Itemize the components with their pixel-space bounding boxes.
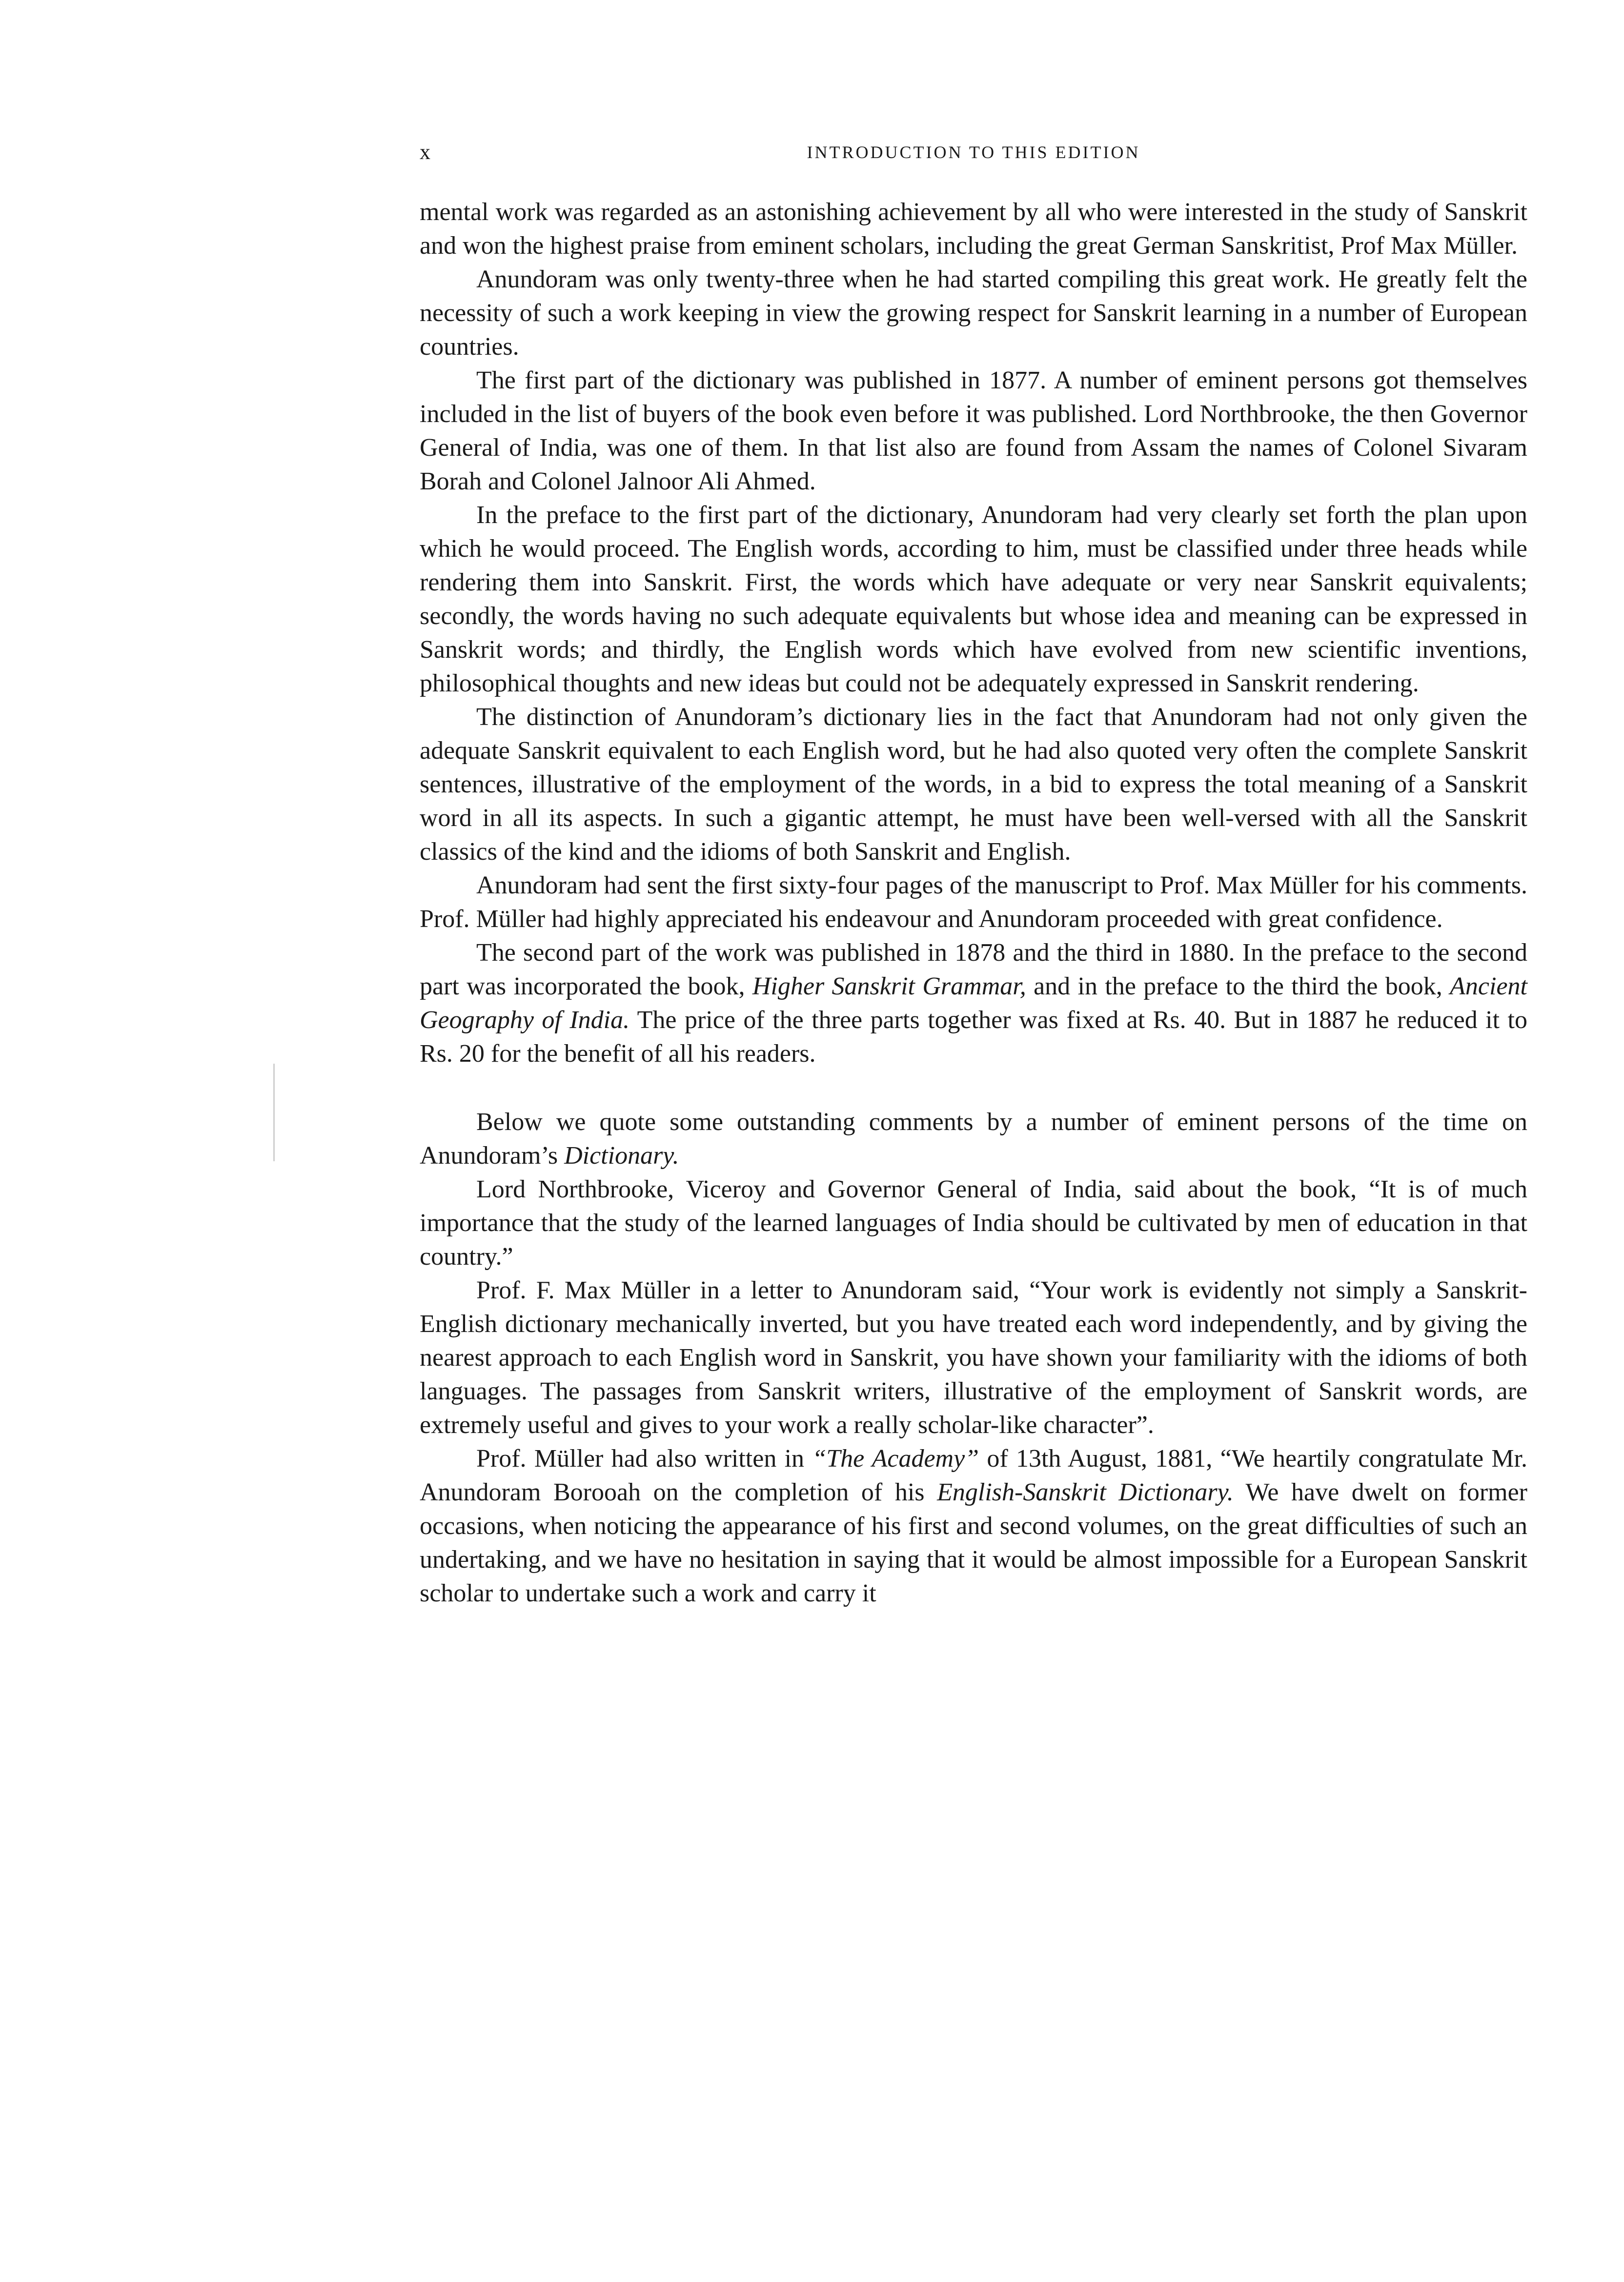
- book-title-higher-sanskrit-grammar: Higher Sanskrit Grammar,: [752, 972, 1026, 1000]
- book-title-dictionary: Dictionary.: [564, 1142, 679, 1170]
- paragraph-2: Anundoram was only twenty-three when he had started compiling this great work. He greatly felt the necessity of such a work keeping in view the growing respect for Sanskrit learning in a number of European countries.: [420, 265, 1527, 361]
- paragraph-11-text-a: Prof. Müller had also written in: [476, 1445, 812, 1473]
- journal-title-the-academy: “The Academy”: [812, 1445, 979, 1473]
- running-head: [420, 138, 1527, 167]
- paragraph-11-text-b: of 13th August, 1881, “We heartily congratulate Mr. Anundoram Borooah on the completion of his: [420, 1445, 1528, 1506]
- paragraph-1: mental work was regarded as an astonishing achievement by all who were interested in the study of Sanskrit and won the highest praise from eminent scholars, including the great German Sanskritist, Prof Max Müller.: [420, 198, 1527, 260]
- paragraph-10: Prof. F. Max Müller in a letter to Anundoram said, “Your work is evidently not simply a Sanskrit-English dictionary mechanically inverted, but you have treated each word independently, and by giving the nearest approach to each English word in Sanskrit, you have shown your familiarity with the idioms of both languages. The passages from Sanskrit writers, illustrative of the employment of Sanskrit words, are extremely useful and gives to your work a really scholar-like character”.: [420, 1276, 1527, 1439]
- paragraph-7: [420, 936, 1527, 1070]
- running-title: INTRODUCTION TO THIS EDITION: [807, 142, 1140, 162]
- book-title-ancient-geography: Ancient Geography of India.: [420, 972, 1527, 1034]
- paragraph-3: The first part of the dictionary was published in 1877. A number of eminent persons got themselves included in the list of buyers of the book even before it was published. Lord Northbrooke, the then Governor General of India, was one of them. In that list also are found from Assam the names of Colonel Sivaram Borah and Colonel Jalnoor Ali Ahmed.: [420, 366, 1527, 495]
- scan-mark: [273, 1064, 275, 1161]
- paragraph-6: Anundoram had sent the first sixty-four pages of the manuscript to Prof. Max Müller for his comments. Prof. Müller had highly appreciated his endeavour and Anundoram proceeded with great confidence.: [420, 871, 1527, 933]
- paragraph-8-text-a: Below we quote some outstanding comments by a number of eminent persons of the time on Anundoram’s: [420, 1108, 1527, 1170]
- paragraph-7-text-a: The second part of the work was published in 1878 and the third in 1880. In the preface to the second part was incorporated the book,: [420, 939, 1527, 1000]
- body-text: [420, 195, 1527, 1610]
- paragraph-7-text-c: The price of the three parts together was fixed at Rs. 40. But in 1887 he reduced it to Rs. 20 for the benefit of all his readers.: [420, 1006, 1527, 1068]
- paragraph-11: [420, 1442, 1527, 1610]
- paragraph-9: Lord Northbrooke, Viceroy and Governor General of India, said about the book, “It is of much importance that the study of the learned languages of India should be cultivated by men of education in that country.”: [420, 1175, 1527, 1271]
- paragraph-8: [420, 1105, 1527, 1172]
- paragraph-7-text-b: and in the preface to the third the book,: [1026, 972, 1450, 1000]
- page-number: x: [420, 140, 431, 164]
- paragraph-4: In the preface to the first part of the dictionary, Anundoram had very clearly set forth the plan upon which he would proceed. The English words, according to him, must be classified under three heads while rendering them into Sanskrit. First, the words which have adequate or very near Sanskrit equivalents; secondly, the words having no such adequate equivalents but whose idea and meaning can be expressed in Sanskrit words; and thirdly, the English words which have evolved from new scientific inventions, philosophical thoughts and new ideas but could not be adequately expressed in Sanskrit rendering.: [420, 501, 1527, 697]
- book-title-english-sanskrit-dictionary: English-Sanskrit Dictionary.: [937, 1478, 1234, 1506]
- paragraph-5: The distinction of Anundoram’s dictionary lies in the fact that Anundoram had not only given the adequate Sanskrit equivalent to each English word, but he had also quoted very often the complete Sanskrit sentences, illustrative of the employment of the words, in a bid to express the total meaning of a Sanskrit word in all its aspects. In such a gigantic attempt, he must have been well-versed with all the Sanskrit classics of the kind and the idioms of both Sanskrit and English.: [420, 703, 1527, 866]
- paragraph-11-text-c: We have dwelt on former occasions, when noticing the appearance of his first and second volumes, on the great difficulties of such an undertaking, and we have no hesitation in saying that it would be almost impossible for a European Sanskrit scholar to undertake such a work and carry it: [420, 1478, 1527, 1607]
